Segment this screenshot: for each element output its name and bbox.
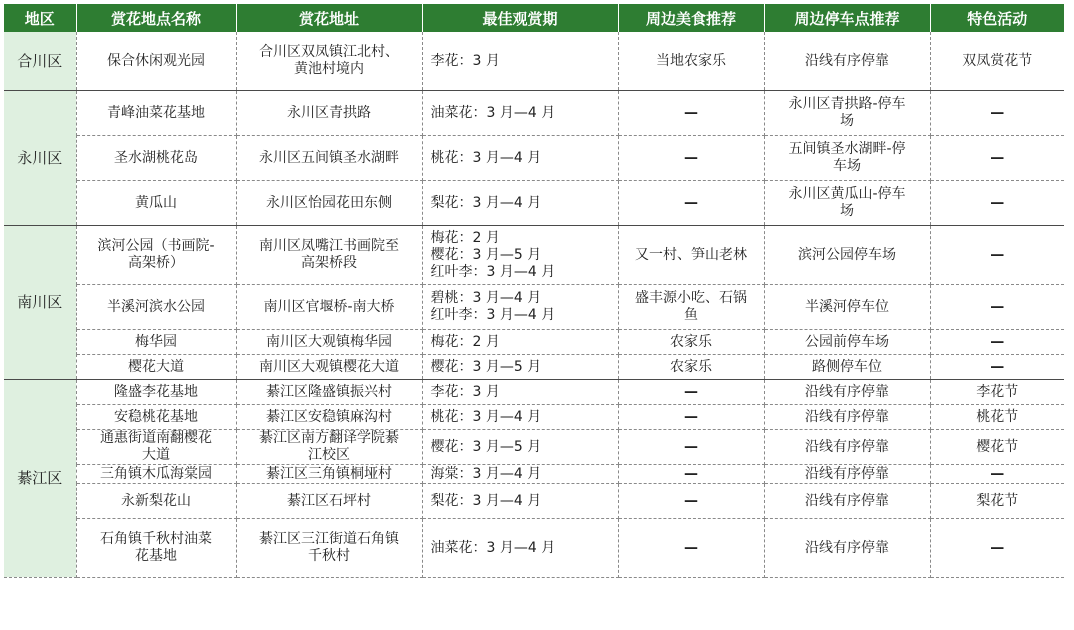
food-cell: 农家乐 xyxy=(618,355,764,380)
site-name-cell: 黄瓜山 xyxy=(76,181,236,226)
period-cell: 梨花：3 月—4 月 xyxy=(422,181,618,226)
period-cell: 樱花：3 月—5 月 xyxy=(422,355,618,380)
header-address: 赏花地址 xyxy=(236,4,422,32)
region-cell: 綦江区 xyxy=(4,380,76,578)
food-cell: — xyxy=(618,405,764,430)
header-best-period: 最佳观赏期 xyxy=(422,4,618,32)
region-cell: 合川区 xyxy=(4,32,76,91)
period-cell: 油菜花：3 月—4 月 xyxy=(422,519,618,578)
food-cell: — xyxy=(618,136,764,181)
event-cell: 双凤赏花节 xyxy=(930,32,1064,91)
site-name-cell: 三角镇木瓜海棠园 xyxy=(76,465,236,484)
event-cell: — xyxy=(930,136,1064,181)
period-cell: 梅花：2 月 xyxy=(422,330,618,355)
table-row xyxy=(4,430,1064,465)
site-name-cell: 永新梨花山 xyxy=(76,484,236,519)
site-name-cell: 青峰油菜花基地 xyxy=(76,91,236,136)
event-cell: — xyxy=(930,355,1064,380)
address-cell: 綦江区隆盛镇振兴村 xyxy=(236,380,422,405)
header-food: 周边美食推荐 xyxy=(618,4,764,32)
event-cell: — xyxy=(930,181,1064,226)
table-row xyxy=(4,484,1064,519)
parking-cell: 沿线有序停靠 xyxy=(764,519,930,578)
period-cell: 李花：3 月 xyxy=(422,380,618,405)
food-cell: — xyxy=(618,484,764,519)
header-parking: 周边停车点推荐 xyxy=(764,4,930,32)
food-cell: — xyxy=(618,181,764,226)
parking-cell: 永川区黄瓜山-停车 场 xyxy=(764,181,930,226)
table-row xyxy=(4,91,1064,136)
parking-cell: 永川区青拱路-停车 场 xyxy=(764,91,930,136)
parking-cell: 沿线有序停靠 xyxy=(764,405,930,430)
food-cell: — xyxy=(618,465,764,484)
period-cell: 桃花：3 月—4 月 xyxy=(422,136,618,181)
header-site-name: 赏花地点名称 xyxy=(76,4,236,32)
table-row xyxy=(4,405,1064,430)
food-cell: 农家乐 xyxy=(618,330,764,355)
event-cell: 梨花节 xyxy=(930,484,1064,519)
table-row xyxy=(4,465,1064,484)
food-cell: — xyxy=(618,430,764,465)
table-row xyxy=(4,355,1064,380)
table-row xyxy=(4,181,1064,226)
table-row xyxy=(4,32,1064,91)
site-name-cell: 圣水湖桃花岛 xyxy=(76,136,236,181)
food-cell: — xyxy=(618,380,764,405)
table-row xyxy=(4,285,1064,330)
table-row xyxy=(4,330,1064,355)
address-cell: 永川区五间镇圣水湖畔 xyxy=(236,136,422,181)
site-name-cell: 滨河公园（书画院- 高架桥） xyxy=(76,226,236,285)
period-cell: 桃花：3 月—4 月 xyxy=(422,405,618,430)
event-cell: — xyxy=(930,465,1064,484)
table-row xyxy=(4,226,1064,285)
parking-cell: 沿线有序停靠 xyxy=(764,380,930,405)
address-cell: 永川区青拱路 xyxy=(236,91,422,136)
address-cell: 南川区大观镇梅华园 xyxy=(236,330,422,355)
food-cell: 盛丰源小吃、石锅 鱼 xyxy=(618,285,764,330)
period-cell: 油菜花：3 月—4 月 xyxy=(422,91,618,136)
food-cell: 当地农家乐 xyxy=(618,32,764,91)
address-cell: 綦江区安稳镇麻沟村 xyxy=(236,405,422,430)
parking-cell: 沿线有序停靠 xyxy=(764,484,930,519)
site-name-cell: 樱花大道 xyxy=(76,355,236,380)
period-cell: 碧桃：3 月—4 月 红叶李：3 月—4 月 xyxy=(422,285,618,330)
address-cell: 綦江区南方翻译学院綦 江校区 xyxy=(236,430,422,465)
address-cell: 綦江区三江街道石角镇 千秋村 xyxy=(236,519,422,578)
site-name-cell: 隆盛李花基地 xyxy=(76,380,236,405)
parking-cell: 滨河公园停车场 xyxy=(764,226,930,285)
region-cell: 永川区 xyxy=(4,91,76,226)
site-name-cell: 石角镇千秋村油菜 花基地 xyxy=(76,519,236,578)
site-name-cell: 梅华园 xyxy=(76,330,236,355)
event-cell: 桃花节 xyxy=(930,405,1064,430)
parking-cell: 沿线有序停靠 xyxy=(764,430,930,465)
table-row xyxy=(4,136,1064,181)
site-name-cell: 半溪河滨水公园 xyxy=(76,285,236,330)
site-name-cell: 安稳桃花基地 xyxy=(76,405,236,430)
event-cell: — xyxy=(930,519,1064,578)
parking-cell: 公园前停车场 xyxy=(764,330,930,355)
address-cell: 南川区大观镇樱花大道 xyxy=(236,355,422,380)
address-cell: 南川区官堰桥-南大桥 xyxy=(236,285,422,330)
header-row xyxy=(4,4,1064,32)
food-cell: 又一村、笋山老林 xyxy=(618,226,764,285)
food-cell: — xyxy=(618,519,764,578)
header-event: 特色活动 xyxy=(930,4,1064,32)
period-cell: 樱花：3 月—5 月 xyxy=(422,430,618,465)
event-cell: — xyxy=(930,91,1064,136)
period-cell: 李花：3 月 xyxy=(422,32,618,91)
event-cell: — xyxy=(930,330,1064,355)
site-name-cell: 保合休闲观光园 xyxy=(76,32,236,91)
parking-cell: 路侧停车位 xyxy=(764,355,930,380)
event-cell: 樱花节 xyxy=(930,430,1064,465)
parking-cell: 沿线有序停靠 xyxy=(764,32,930,91)
period-cell: 梅花：2 月 樱花：3 月—5 月 红叶李：3 月—4 月 xyxy=(422,226,618,285)
address-cell: 南川区凤嘴江书画院至 高架桥段 xyxy=(236,226,422,285)
address-cell: 永川区怡园花田东侧 xyxy=(236,181,422,226)
period-cell: 梨花：3 月—4 月 xyxy=(422,484,618,519)
event-cell: — xyxy=(930,226,1064,285)
period-cell: 海棠：3 月—4 月 xyxy=(422,465,618,484)
event-cell: 李花节 xyxy=(930,380,1064,405)
table-row xyxy=(4,380,1064,405)
flower-viewing-table xyxy=(4,4,1064,578)
region-cell: 南川区 xyxy=(4,226,76,380)
parking-cell: 沿线有序停靠 xyxy=(764,465,930,484)
parking-cell: 半溪河停车位 xyxy=(764,285,930,330)
parking-cell: 五间镇圣水湖畔-停 车场 xyxy=(764,136,930,181)
address-cell: 綦江区三角镇桐垭村 xyxy=(236,465,422,484)
site-name-cell: 通惠街道南翻樱花 大道 xyxy=(76,430,236,465)
header-region: 地区 xyxy=(4,4,76,32)
address-cell: 合川区双凤镇江北村、 黄池村境内 xyxy=(236,32,422,91)
event-cell: — xyxy=(930,285,1064,330)
address-cell: 綦江区石坪村 xyxy=(236,484,422,519)
food-cell: — xyxy=(618,91,764,136)
table-row xyxy=(4,519,1064,578)
